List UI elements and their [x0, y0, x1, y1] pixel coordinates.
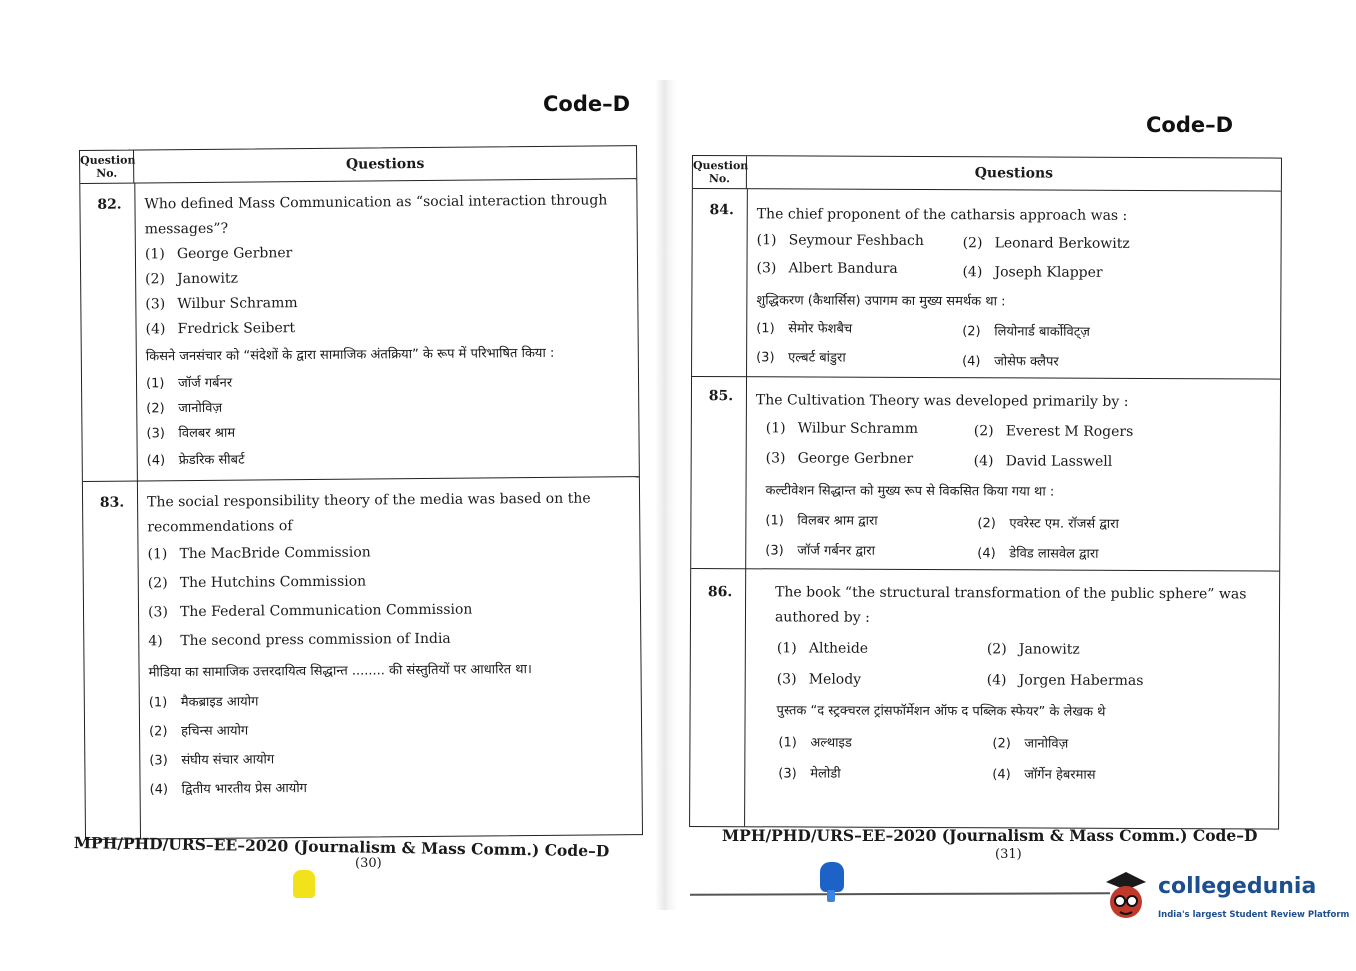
question-text-hi: किसने जनसंचार को “संदेशों के द्वारा सामाजिक अंतक्रिया” के रूप में परिभाषित किया :	[145, 345, 555, 365]
option-en-2: (2) Janowitz	[145, 270, 239, 288]
question-number: 82.	[97, 196, 122, 213]
question-text-en: The book “the structural transformation of the public sphere” was authored by :	[774, 584, 1247, 626]
option-hi-2: (2) जानोविज़	[992, 736, 1069, 752]
option-hi-1: (1) सेमोर फेशबैच	[756, 321, 853, 337]
option-hi-3: (3) संघीय संचार आयोग	[149, 752, 275, 769]
option-hi-1: (1) विलबर श्राम द्वारा	[765, 513, 878, 529]
option-en-1: (1) Wilbur Schramm	[765, 420, 919, 437]
option-en-3: (3) Melody	[776, 671, 862, 688]
option-en-2: (2) Janowitz	[986, 641, 1080, 658]
code-label: Code–D	[1146, 113, 1234, 137]
option-en-1: (1) Seymour Feshbach	[756, 232, 924, 250]
brand-name: collegedunia	[1158, 874, 1317, 899]
option-en-2: (2) Leonard Berkowitz	[962, 235, 1130, 252]
question-text-hi: कल्टीवेशन सिद्धान्त को मुख्य रूप से विकसित किया गया था :	[765, 483, 1055, 500]
option-hi-2: (2) लियोनार्ड बार्कोविट्ज़	[962, 324, 1090, 340]
question-text-en: The Cultivation Theory was developed primarily by :	[755, 392, 1129, 410]
questions-table	[79, 145, 643, 840]
row-divider	[83, 476, 639, 482]
question-no-header: Question No.	[693, 156, 747, 188]
question-84	[693, 196, 1281, 370]
table-header	[80, 146, 636, 184]
question-text-en: The social responsibility theory of the media was based on the recommendations of	[147, 490, 591, 536]
question-no-header: Question No.	[80, 151, 134, 183]
question-text-en: Who defined Mass Communication as “social interaction through messages”?	[144, 192, 608, 238]
question-number: 84.	[709, 202, 734, 219]
question-text-hi: मीडिया का सामाजिक उत्तरदायित्व सिद्धान्त ........ की संस्तुतियों पर आधारित था।	[148, 662, 532, 681]
question-number: 83.	[99, 494, 125, 511]
page-number: (30)	[355, 856, 382, 871]
option-en-2: (2) The Hutchins Commission	[147, 573, 367, 592]
option-hi-4: (4) फ्रेडरिक सीबर्ट	[146, 452, 245, 469]
questions-header: Questions	[345, 155, 425, 173]
option-hi-2: (2) एवरेस्ट एम. रॉजर्स द्वारा	[977, 516, 1119, 532]
question-text-en: The chief proponent of the catharsis approach was :	[756, 206, 1128, 224]
option-en-4: (4) Joseph Klapper	[962, 264, 1103, 281]
page-number: (31)	[995, 847, 1022, 862]
option-hi-3: (3) विलबर श्राम	[146, 425, 236, 442]
option-en-2: (2) Everest M Rogers	[973, 423, 1134, 440]
question-86	[691, 574, 1279, 783]
option-hi-4: (4) द्वितीय भारतीय प्रेस आयोग	[149, 781, 308, 798]
question-85	[692, 382, 1280, 562]
right-page	[680, 0, 1356, 971]
option-en-4: (4) David Lasswell	[973, 453, 1113, 470]
option-en-1: (1) The MacBride Commission	[147, 544, 371, 563]
column-divider	[744, 188, 748, 826]
option-hi-3: (3) एल्बर्ट बांडुरा	[756, 350, 846, 366]
option-en-4: (4) Jorgen Habermas	[986, 672, 1144, 689]
option-en-4: 4) The second press commission of India	[148, 630, 451, 650]
option-hi-1: (1) मैकब्राइड आयोग	[148, 694, 259, 711]
option-en-3: (3) The Federal Communication Commission	[147, 601, 473, 621]
option-en-4: (4) Fredrick Seibert	[145, 320, 296, 338]
option-en-3: (3) Wilbur Schramm	[145, 295, 298, 313]
collegedunia-logo	[1100, 868, 1350, 928]
yellow-pushpin-icon	[293, 870, 315, 898]
question-83	[83, 484, 639, 798]
student-mascot-icon	[1100, 868, 1152, 926]
option-hi-1: (1) जॉर्ज गर्बनर	[145, 375, 233, 392]
option-en-3: (3) Albert Bandura	[756, 260, 898, 277]
left-page	[0, 0, 660, 971]
option-hi-4: (4) डेविड लासवेल द्वारा	[977, 546, 1099, 562]
option-en-3: (3) George Gerbner	[765, 450, 914, 467]
questions-table	[689, 155, 1282, 830]
option-hi-3: (3) मेलोडी	[778, 766, 841, 782]
code-label: Code–D	[543, 92, 631, 116]
row-divider	[692, 376, 1280, 380]
blue-pushpin-needle	[827, 890, 835, 902]
option-hi-1: (1) अल्थाइड	[778, 735, 852, 751]
option-hi-3: (3) जॉर्ज गर्बनर द्वारा	[765, 543, 876, 559]
option-hi-4: (4) जॉर्गेन हेबरमास	[992, 767, 1096, 783]
option-hi-2: (2) जानोविज़	[146, 400, 223, 417]
option-en-1: (1) Altheide	[776, 640, 869, 657]
option-en-1: (1) George Gerbner	[144, 245, 293, 263]
page-footer: MPH/PHD/URS–EE–2020 (Journalism & Mass Comm.) Code–D	[722, 826, 1258, 845]
option-hi-4: (4) जोसेफ क्लैपर	[962, 354, 1059, 370]
column-divider	[134, 183, 141, 839]
questions-header: Questions	[974, 165, 1054, 182]
table-header	[693, 156, 1281, 192]
row-divider	[691, 568, 1279, 572]
option-hi-2: (2) हचिन्स आयोग	[149, 723, 249, 740]
page-footer: MPH/PHD/URS–EE–2020 (Journalism & Mass Comm.) Code–D	[73, 833, 610, 861]
question-number: 86.	[707, 584, 733, 601]
question-text-hi: पुस्तक “द स्ट्रक्चरल ट्रांसफॉर्मेशन ऑफ द पब्लिक स्फेयर” के लेखक थे	[776, 703, 1106, 720]
blue-pushpin-icon	[820, 862, 844, 892]
question-number: 85.	[708, 388, 734, 405]
question-82	[80, 186, 636, 469]
question-text-hi: शुद्धिकरण (कैथार्सिस) उपागम का मुख्य समर्थक था :	[756, 293, 1006, 310]
brand-tagline: India's largest Student Review Platform	[1158, 910, 1350, 920]
